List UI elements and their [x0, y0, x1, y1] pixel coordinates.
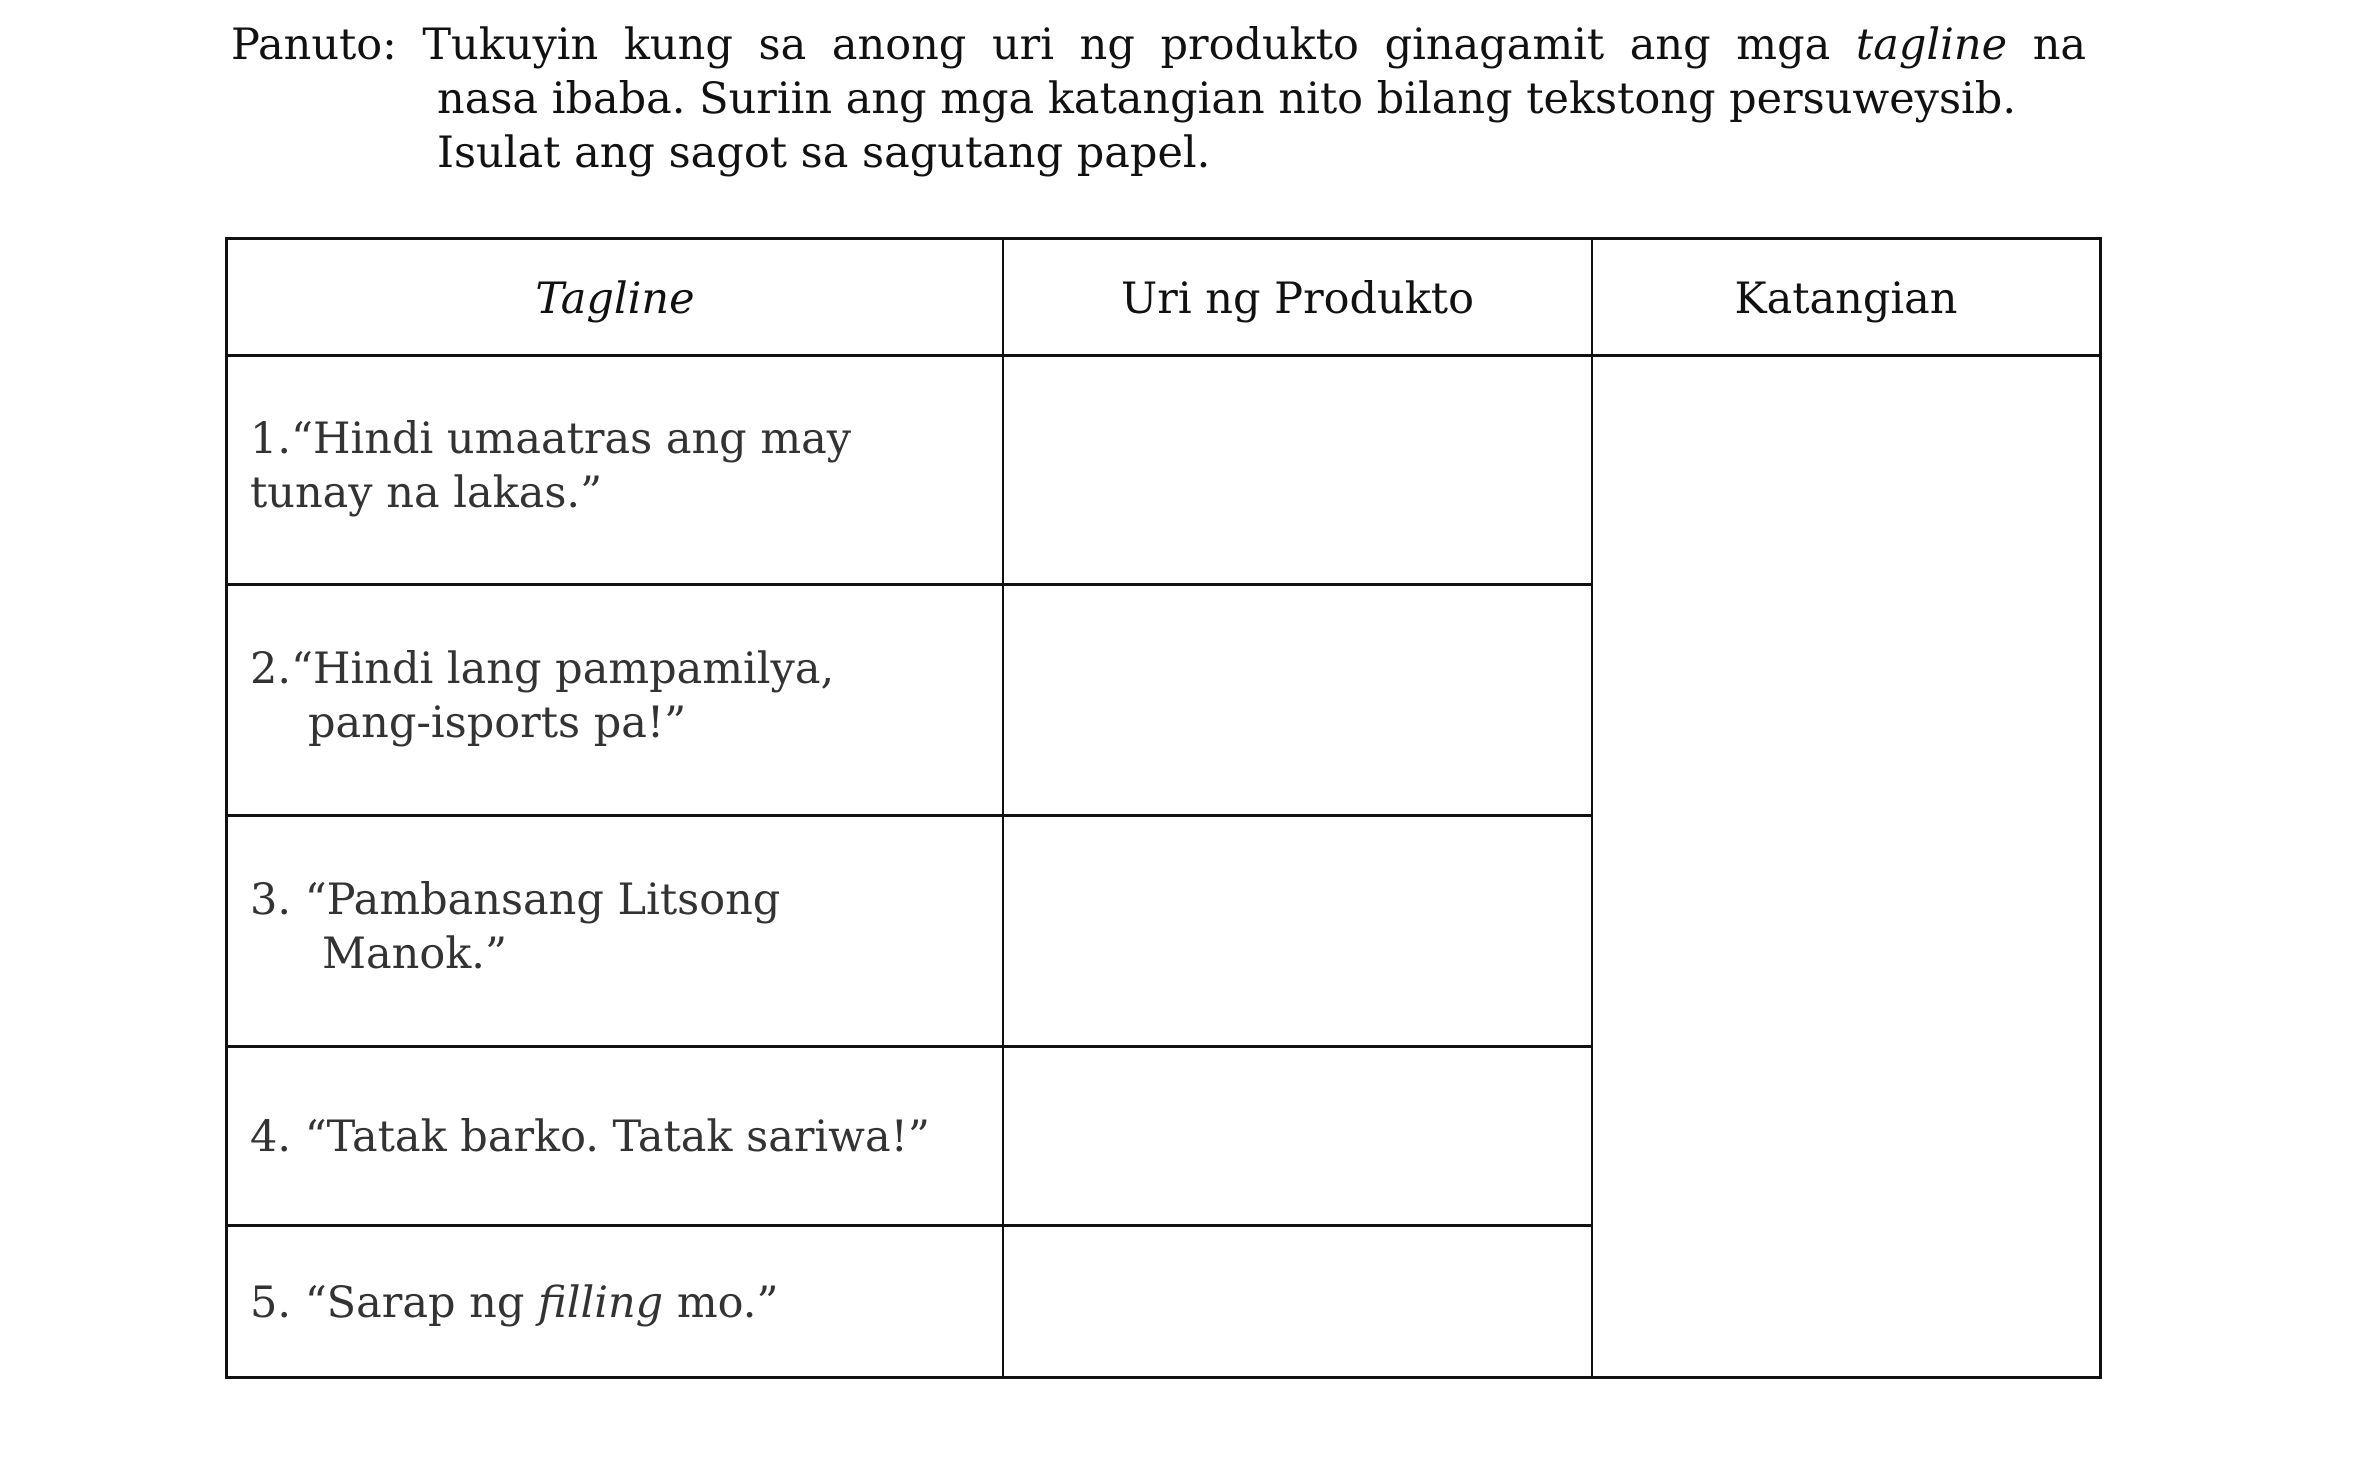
- tagline-text: 2.“Hindi lang pampamilya,: [250, 644, 835, 694]
- tagline-text: 4. “Tatak barko. Tatak sariwa!”: [250, 1112, 930, 1162]
- tagline-text: tunay na lakas.”: [250, 468, 603, 518]
- instructions-emphasis: tagline: [1855, 20, 2008, 70]
- tagline-text: 1.“Hindi umaatras ang may: [250, 414, 852, 464]
- row-divider: [228, 814, 1592, 817]
- tagline-emphasis: filling: [538, 1278, 664, 1328]
- tagline-cell-5: [250, 1276, 778, 1330]
- header-katangian: Katangian: [1734, 273, 1958, 324]
- tagline-cell-2: [250, 642, 834, 750]
- header-label: Tagline: [535, 273, 695, 324]
- row-divider: [228, 1224, 1592, 1227]
- instructions: [231, 18, 2086, 180]
- row-divider: [228, 583, 1592, 586]
- row-divider: [228, 1045, 1592, 1048]
- instructions-text: Tukuyin kung sa anong uri ng produkto ginagamit ang mga: [422, 20, 1831, 70]
- tagline-text: Manok.”: [322, 929, 507, 979]
- column-divider: [1591, 240, 1593, 1376]
- instructions-label: Panuto:: [231, 20, 397, 70]
- header-tagline: [228, 240, 1002, 357]
- tagline-cell-4: [250, 1110, 930, 1164]
- tagline-text: 5. “Sarap ng: [250, 1278, 539, 1328]
- tagline-text: 3. “Pambansang Litsong: [250, 875, 781, 925]
- tagline-text: pang-isports pa!”: [308, 698, 687, 748]
- tagline-table: [225, 237, 2102, 1379]
- tagline-cell-1: [250, 412, 851, 520]
- column-divider: [1002, 240, 1004, 1376]
- instructions-line-1: [231, 18, 2086, 72]
- tagline-cell-3: [250, 873, 780, 981]
- instructions-line-2: nasa ibaba. Suriin ang mga katangian nito bilang tekstong persuweysib.: [437, 74, 2016, 124]
- tagline-text: mo.”: [663, 1278, 779, 1328]
- header-uri-ng-produkto: Uri ng Produkto: [1121, 273, 1474, 324]
- instructions-line-3: Isulat ang sagot sa sagutang papel.: [437, 128, 1211, 178]
- instructions-text: na: [2032, 20, 2087, 70]
